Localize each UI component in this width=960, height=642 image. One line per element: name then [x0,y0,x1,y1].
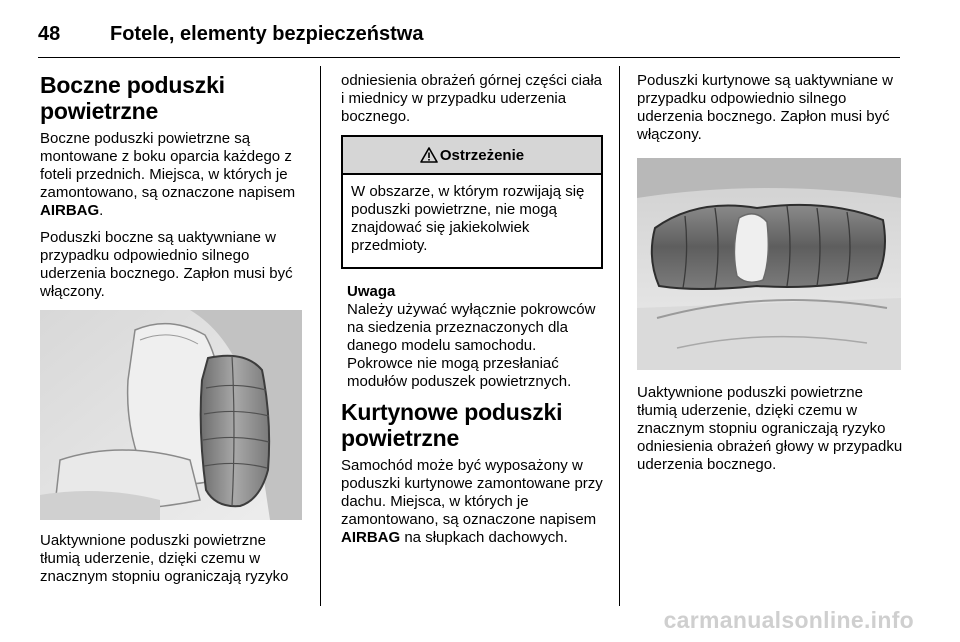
warning-box [341,135,603,269]
curtain-airbags-heading: Kurtynowe poduszki powietrzne [341,399,563,451]
watermark: carmanualsonline.info [663,607,914,633]
side-airbags-heading: Boczne poduszki powietrzne [40,72,225,124]
column-divider-2 [619,66,620,606]
column-3 [637,72,903,483]
warning-body [343,175,601,267]
column-2 [341,72,603,556]
note-text: Należy używać wyłącznie pokrowców na siedzenia przeznaczonych dla danego modelu samochodu. Pokrowce nie mogą przesłaniać modułów poduszek powietrznych. [347,301,596,390]
curtain-airbag-illustration [637,158,901,370]
page-number: 48 [38,22,61,45]
airbag-keyword-curtain: AIRBAG [341,529,401,546]
curtain-airbags-paragraph-1 [341,457,603,547]
side-airbags-paragraph-1 [40,130,304,220]
note-title: Uwaga [347,283,396,300]
side-airbags-paragraph-3: Uaktywnione poduszki powietrzne tłumią uderzenie, dzięki czemu w znacznym stopniu ograniczają ryzyko [40,532,289,585]
header-rule [38,57,900,58]
side-airbags-paragraph-3-continued: odniesienia obrażeń górnej części ciała i miednicy w przypadku uderzenia bocznego. [341,72,602,125]
curtain-airbag-drawing [637,158,901,370]
page-title: Fotele, elementy bezpieczeństwa [110,22,424,45]
side-airbags-paragraph-2: Poduszki boczne są uaktywniane w przypadku odpowiednio silnego uderzenia bocznego. Zapłon musi być włączony. [40,229,293,300]
curtain-airbags-p1-end: na słupkach dachowych. [400,529,568,546]
curtain-airbags-paragraph-3: Uaktywnione poduszki powietrzne tłumią uderzenie, dzięki czemu w znacznym stopniu ograniczają ryzyko odniesienia obrażeń głowy w przypadku uderzenia bocznego. [637,384,903,473]
side-airbags-p1-end: . [99,202,104,219]
side-airbags-p1-text: Boczne poduszki powietrzne są montowane z boku oparcia każdego z foteli przednich. Miejsca, w których je zamontowano, są oznaczone napisem [40,130,296,201]
side-airbag-seat-illustration [40,310,302,520]
column-divider-1 [320,66,321,606]
note-block [347,283,603,391]
column-1 [40,72,304,595]
warning-header [343,137,601,175]
curtain-airbags-p1-text: Samochód może być wyposażony w poduszki kurtynowe zamontowane przy dachu. Miejsca, w których je zamontowano, są oznaczone napisem [341,457,603,528]
curtain-airbags-paragraph-2: Poduszki kurtynowe są uaktywniane w przypadku odpowiednio silnego uderzenia bocznego. Zapłon musi być włączony. [637,72,893,143]
page-header [38,14,423,54]
warning-triangle-icon [420,147,438,163]
seat-airbag-drawing [40,310,302,520]
warning-text: W obszarze, w którym rozwijają się poduszki powietrzne, nie mogą znajdować się jakiekolwiek przedmioty. [351,183,585,254]
airbag-keyword: AIRBAG [40,202,100,219]
warning-title: Ostrzeżenie [439,146,525,164]
